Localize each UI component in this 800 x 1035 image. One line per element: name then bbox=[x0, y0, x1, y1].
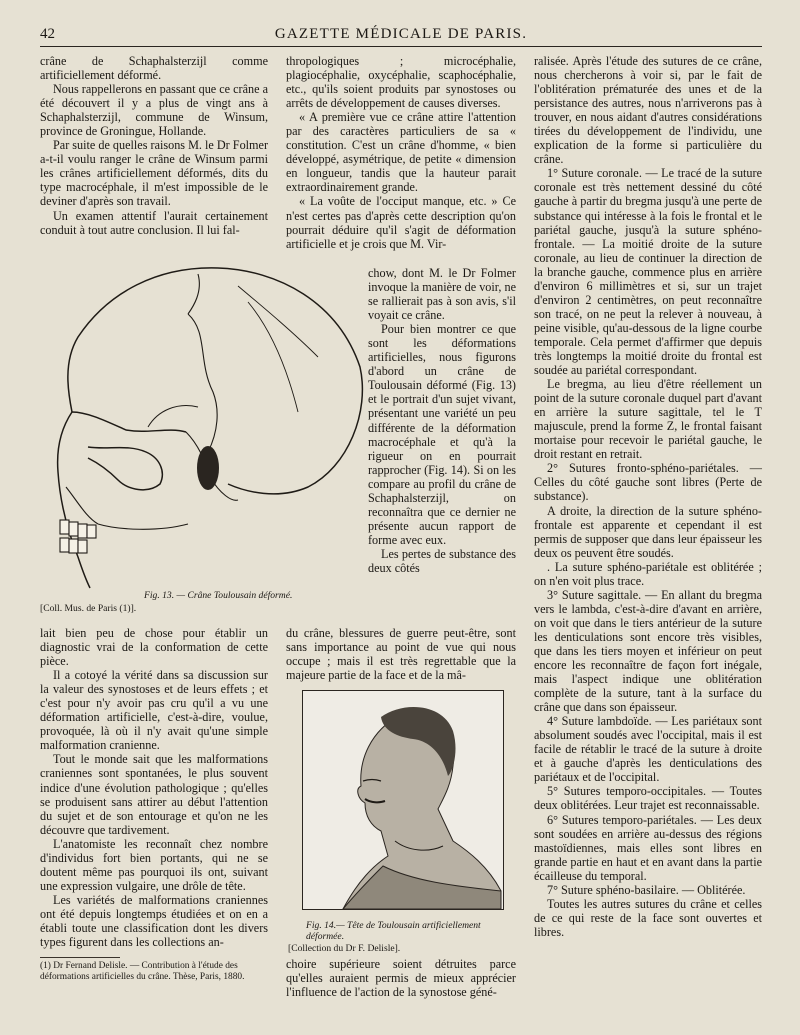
quote-paragraph: « A première vue ce crâne attire l'attention par des caractères particuliers de sa « constitution. C'est un crâne d'homme, « bien développé, asymétrique, de petite « dimension en longueur, tandis que la hauteur parait extraordinairement grande. bbox=[286, 110, 516, 195]
column-2-mid bbox=[286, 626, 516, 682]
paragraph: thropologiques ; microcéphalie, plagiocéphalie, oxycéphalie, scaphocéphalie, etc., qu'ils soient produits par synostoses ou arrêts de développement de causes diverses. bbox=[286, 54, 516, 111]
fig14-collection-text: [Collection du Dr F. Delisle]. bbox=[288, 943, 401, 954]
page-number: 42 bbox=[40, 26, 55, 42]
column-2-top bbox=[286, 54, 516, 251]
column-2-bottom bbox=[286, 957, 516, 999]
journal-title: GAZETTE MÉDICALE DE PARIS. bbox=[274, 26, 528, 42]
paragraph: 7° Suture sphéno-basilaire. — Oblitérée. bbox=[547, 882, 746, 897]
column-1-bottom bbox=[40, 626, 268, 949]
paragraph: Tout le monde sait que les malformations craniennes sont spontanées, le plus souvent indice d'une évolution pathologique ; qu'elles se produisent sans attirer au début l'attention du sujet et de son entourage et qu'on ne les découvre que tardivement. bbox=[40, 752, 268, 837]
column-3 bbox=[534, 54, 762, 939]
footnote-rule bbox=[40, 957, 120, 958]
paragraph: 1° Suture coronale. — Le tracé de la suture coronale est très nettement dessiné du côté gauche à partir du bregma jusqu'à une perte de substance qui intéresse à la fois le frontal et le pariétal gauche, jusqu'à la suture sphéno-frontale. — La moitié droite de la suture coronale, au lieu de continuer la direction de la branche gauche, commence plus en arrière d'environ 6 millimètres et si, sur un trajet d'environ 2 centimètres, on peut reconnaître son tracé, on ne peut la relever à nouveau, à peine visible, qu'au-dessous de la ligne courbe temporale. Cela permet d'affirmer que depuis très longtemps la moitié droite du frontal est soudée au pariétal correspondant. bbox=[534, 166, 762, 378]
paragraph: Pour bien montrer ce que sont les déformations artificielles, nous figurons d'abord un crâne de Toulousain déformé (Fig. 13) et le portrait d'un sujet vivant, présentant une variété un peu différente de la déformation macrocéphale et qu'à la rigueur on en pourrait rapprocher (Fig. 14). Si on les compare au profil du crâne de Schaphalsterzijl, on reconnaîtra que ce dernier ne présente aucun rapport de forme avec eux. bbox=[368, 322, 516, 547]
fig13-caption bbox=[144, 590, 364, 601]
paragraph: Un examen attentif l'aurait certainement conduit à tout autre conclusion. Il lui fal- bbox=[40, 208, 268, 237]
fig14-collection bbox=[288, 943, 488, 954]
paragraph: choire supérieure soient détruites parce qu'elles auraient permis de mieux apprécier l'influence de l'action de la synostose géné- bbox=[286, 957, 516, 1000]
paragraph: ralisée. Après l'étude des sutures de ce crâne, nous chercherons à voir si, par le fait de l'oblitération prématurée des unes et de la persistance des autres, nous n'arriverons pas à trouver, en nous aidant d'autres considérations tirées du développement de l'individu, une explication de la forme si particulière du crâne. bbox=[534, 54, 762, 167]
paragraph: Par suite de quelles raisons M. le Dr Folmer a-t-il voulu ranger le crâne de Winsum parmi les crânes artificiellement déformés, dits du type macrocéphale, il m'est impossible de le deviner d'après son travail. bbox=[40, 138, 268, 209]
portrait-photo bbox=[302, 690, 504, 910]
paragraph: Le bregma, au lieu d'être réellement un point de la suture coronale duquel part d'avant en arrière la suture sagittale, tel le T majuscule, prend la forme Z, le frontal faisant mortaise pour recevoir le pariétal gauche, le droit restant en retrait. bbox=[534, 377, 762, 462]
footnote bbox=[40, 961, 268, 982]
footnote-text: (1) Dr Fernand Delisle. — Contribution à l'étude des déformations artificielles du crâne. Thèse, Paris, 1880. bbox=[40, 961, 245, 982]
column-1-top bbox=[40, 54, 268, 237]
fig14-caption bbox=[306, 920, 506, 942]
page-header bbox=[40, 24, 762, 47]
paragraph: lait bien peu de chose pour établir un diagnostic vrai de la conformation de cette pièce. bbox=[40, 626, 268, 669]
paragraph: chow, dont M. le Dr Folmer invoque la manière de voir, ne se rallierait pas à son avis, s'il voyait ce crâne. bbox=[368, 266, 516, 323]
paragraph: 2° Sutures fronto-sphéno-pariétales. — Celles du côté gauche sont libres (Perte de substance). bbox=[534, 461, 762, 504]
column-2-narrow bbox=[368, 266, 516, 575]
paragraph: Toutes les autres sutures du crâne et celles de ce qui reste de la face sont ouvertes et libres. bbox=[534, 896, 762, 939]
paragraph: Les variétés de malformations craniennes ont été depuis longtemps étudiées et on en a établi toute une classification dont les divers types figurent dans les collections an- bbox=[40, 892, 268, 950]
paragraph: du crâne, blessures de guerre peut-être, sont sans importance au point de vue qui nous occupe ; mais il est très regrettable que la majeure partie de la face et de la mâ- bbox=[286, 626, 516, 683]
fig14-caption-text: Fig. 14.— Tête de Toulousain artificiellement déformée. bbox=[306, 920, 481, 942]
fig13-collection-text: [Coll. Mus. de Paris (1)]. bbox=[40, 603, 137, 614]
paragraph: Les pertes de substance des deux côtés bbox=[368, 546, 516, 575]
quote-paragraph: « La voûte de l'occiput manque, etc. » Ce n'est certes pas d'après cette description qu'on pourrait déduire qu'il s'agit de déformation artificielle et je crois que M. Vir- bbox=[286, 194, 516, 251]
paragraph: A droite, la direction de la suture sphéno-frontale est apparente et cependant il est permis de supposer que dans leur épaisseur les deux os peuvent être soudés. bbox=[534, 503, 762, 560]
paragraph: L'anatomiste les reconnaît chez nombre d'individus fort bien portants, qui ne se doutent même pas pourquoi ils ont, suivant une expression vulgaire, une drôle de tête. bbox=[40, 836, 268, 893]
paragraph: Il a cotoyé la vérité dans sa discussion sur la valeur des synostoses et de leurs effets ; et c'est pour n'y avoir pas cru qu'il a vu une déformation artificielle, c'est-à-dire, voulue, provoquée, là où il n'y avait qu'une simple malformation cranienne. bbox=[40, 668, 268, 753]
paragraph: . La suture sphéno-pariétale est oblitérée ; on n'en voit plus trace. bbox=[534, 559, 762, 588]
paragraph: 5° Sutures temporo-occipitales. — Toutes deux oblitérées. Leur trajet est reconnaissable. bbox=[534, 784, 762, 813]
paragraph: Nous rappellerons en passant que ce crâne a été découvert il y a plus de vingt ans à Schaphalsterzijl, commune de Winsum, province de Groningue, Hollande. bbox=[40, 82, 268, 139]
portrait-illustration bbox=[303, 691, 503, 909]
paragraph: 4° Suture lambdoïde. — Les pariétaux sont absolument soudés avec l'occipital, mais il est facile de rétablir le tracé de la suture à droite et à gauche d'après les denticulations des pariétaux et de l'occipital. bbox=[534, 714, 762, 785]
paragraph: 6° Sutures temporo-pariétales. — Les deux sont soudées en arrière au-dessus des régions mastoïdiennes, mais elles sont libres en grande partie en haut et en avant dans la partie écailleuse du temporal. bbox=[534, 812, 762, 883]
fig13-caption-text: Fig. 13. — Crâne Toulousain déformé. bbox=[144, 590, 293, 601]
fig13-collection bbox=[40, 603, 240, 614]
skull-illustration bbox=[48, 262, 370, 592]
paragraph: crâne de Schaphalsterzijl comme artificiellement déformé. bbox=[40, 54, 268, 83]
paragraph: 3° Suture sagittale. — En allant du bregma vers le lambda, c'est-à-dire d'avant en arrière, on voit que dans le tiers antérieur de la suture les denticulations sont encore très visibles, que dans les tiers moyen et inférieur on peut encore les reconnaître de façon fort inégale, mais l'aspect indique une oblitération complète de la suture, tant à la surface du crâne que dans son épaisseur. bbox=[534, 587, 762, 715]
